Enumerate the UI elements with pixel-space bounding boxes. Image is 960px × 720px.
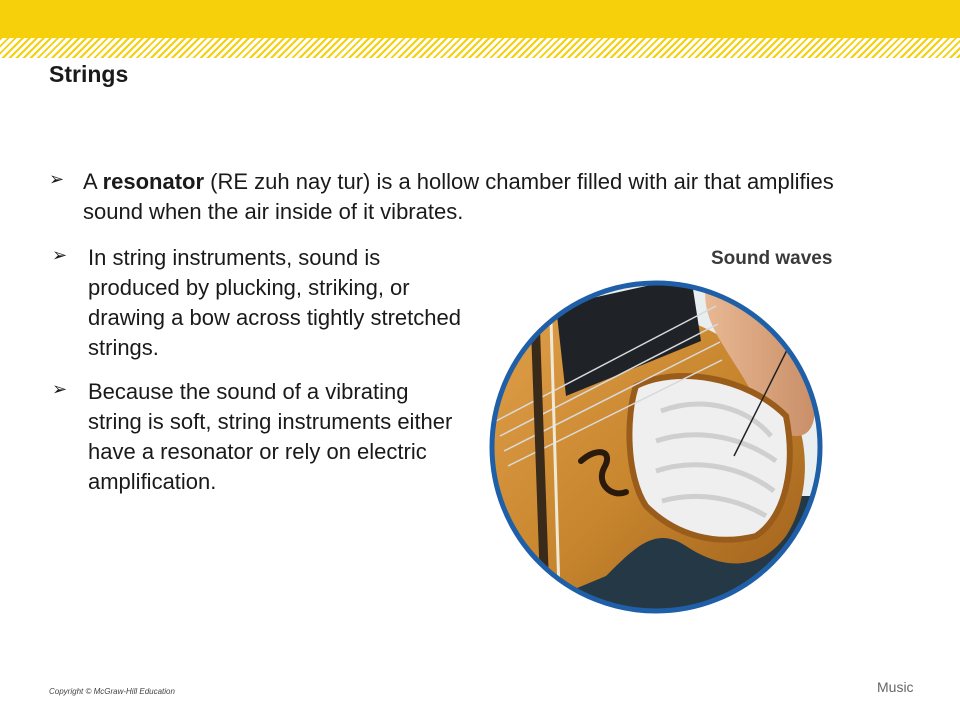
sound-waves-label: Sound waves	[711, 248, 833, 269]
bullet-resonator	[49, 167, 899, 227]
bullet-text: A resonator (RE zuh nay tur) is a hollow chamber filled with air that amplifies sound when the air inside of it vibrates.	[83, 169, 834, 224]
copyright-text: Copyright © McGraw-Hill Education	[49, 687, 175, 696]
bullet-text: Because the sound of a vibrating string is soft, string instruments either have a resonator or rely on electric amplification.	[88, 379, 453, 494]
arrow-bullet-icon: ➢	[52, 245, 68, 265]
slide-title: Strings	[49, 61, 129, 87]
violin-illustration	[486, 246, 828, 631]
arrow-bullet-icon: ➢	[52, 379, 68, 399]
bullet-amplification	[52, 377, 462, 497]
violin-cutaway-image	[486, 246, 828, 626]
header-stripe	[0, 38, 960, 58]
footer-subject: Music	[877, 679, 914, 695]
bullet-text: In string instruments, sound is produced by plucking, striking, or drawing a bow across tightly stretched strings.	[88, 245, 461, 360]
bold-term: resonator	[102, 169, 205, 194]
header-bar	[0, 0, 960, 38]
arrow-bullet-icon: ➢	[49, 169, 65, 189]
bullet-string-instruments	[52, 243, 462, 363]
